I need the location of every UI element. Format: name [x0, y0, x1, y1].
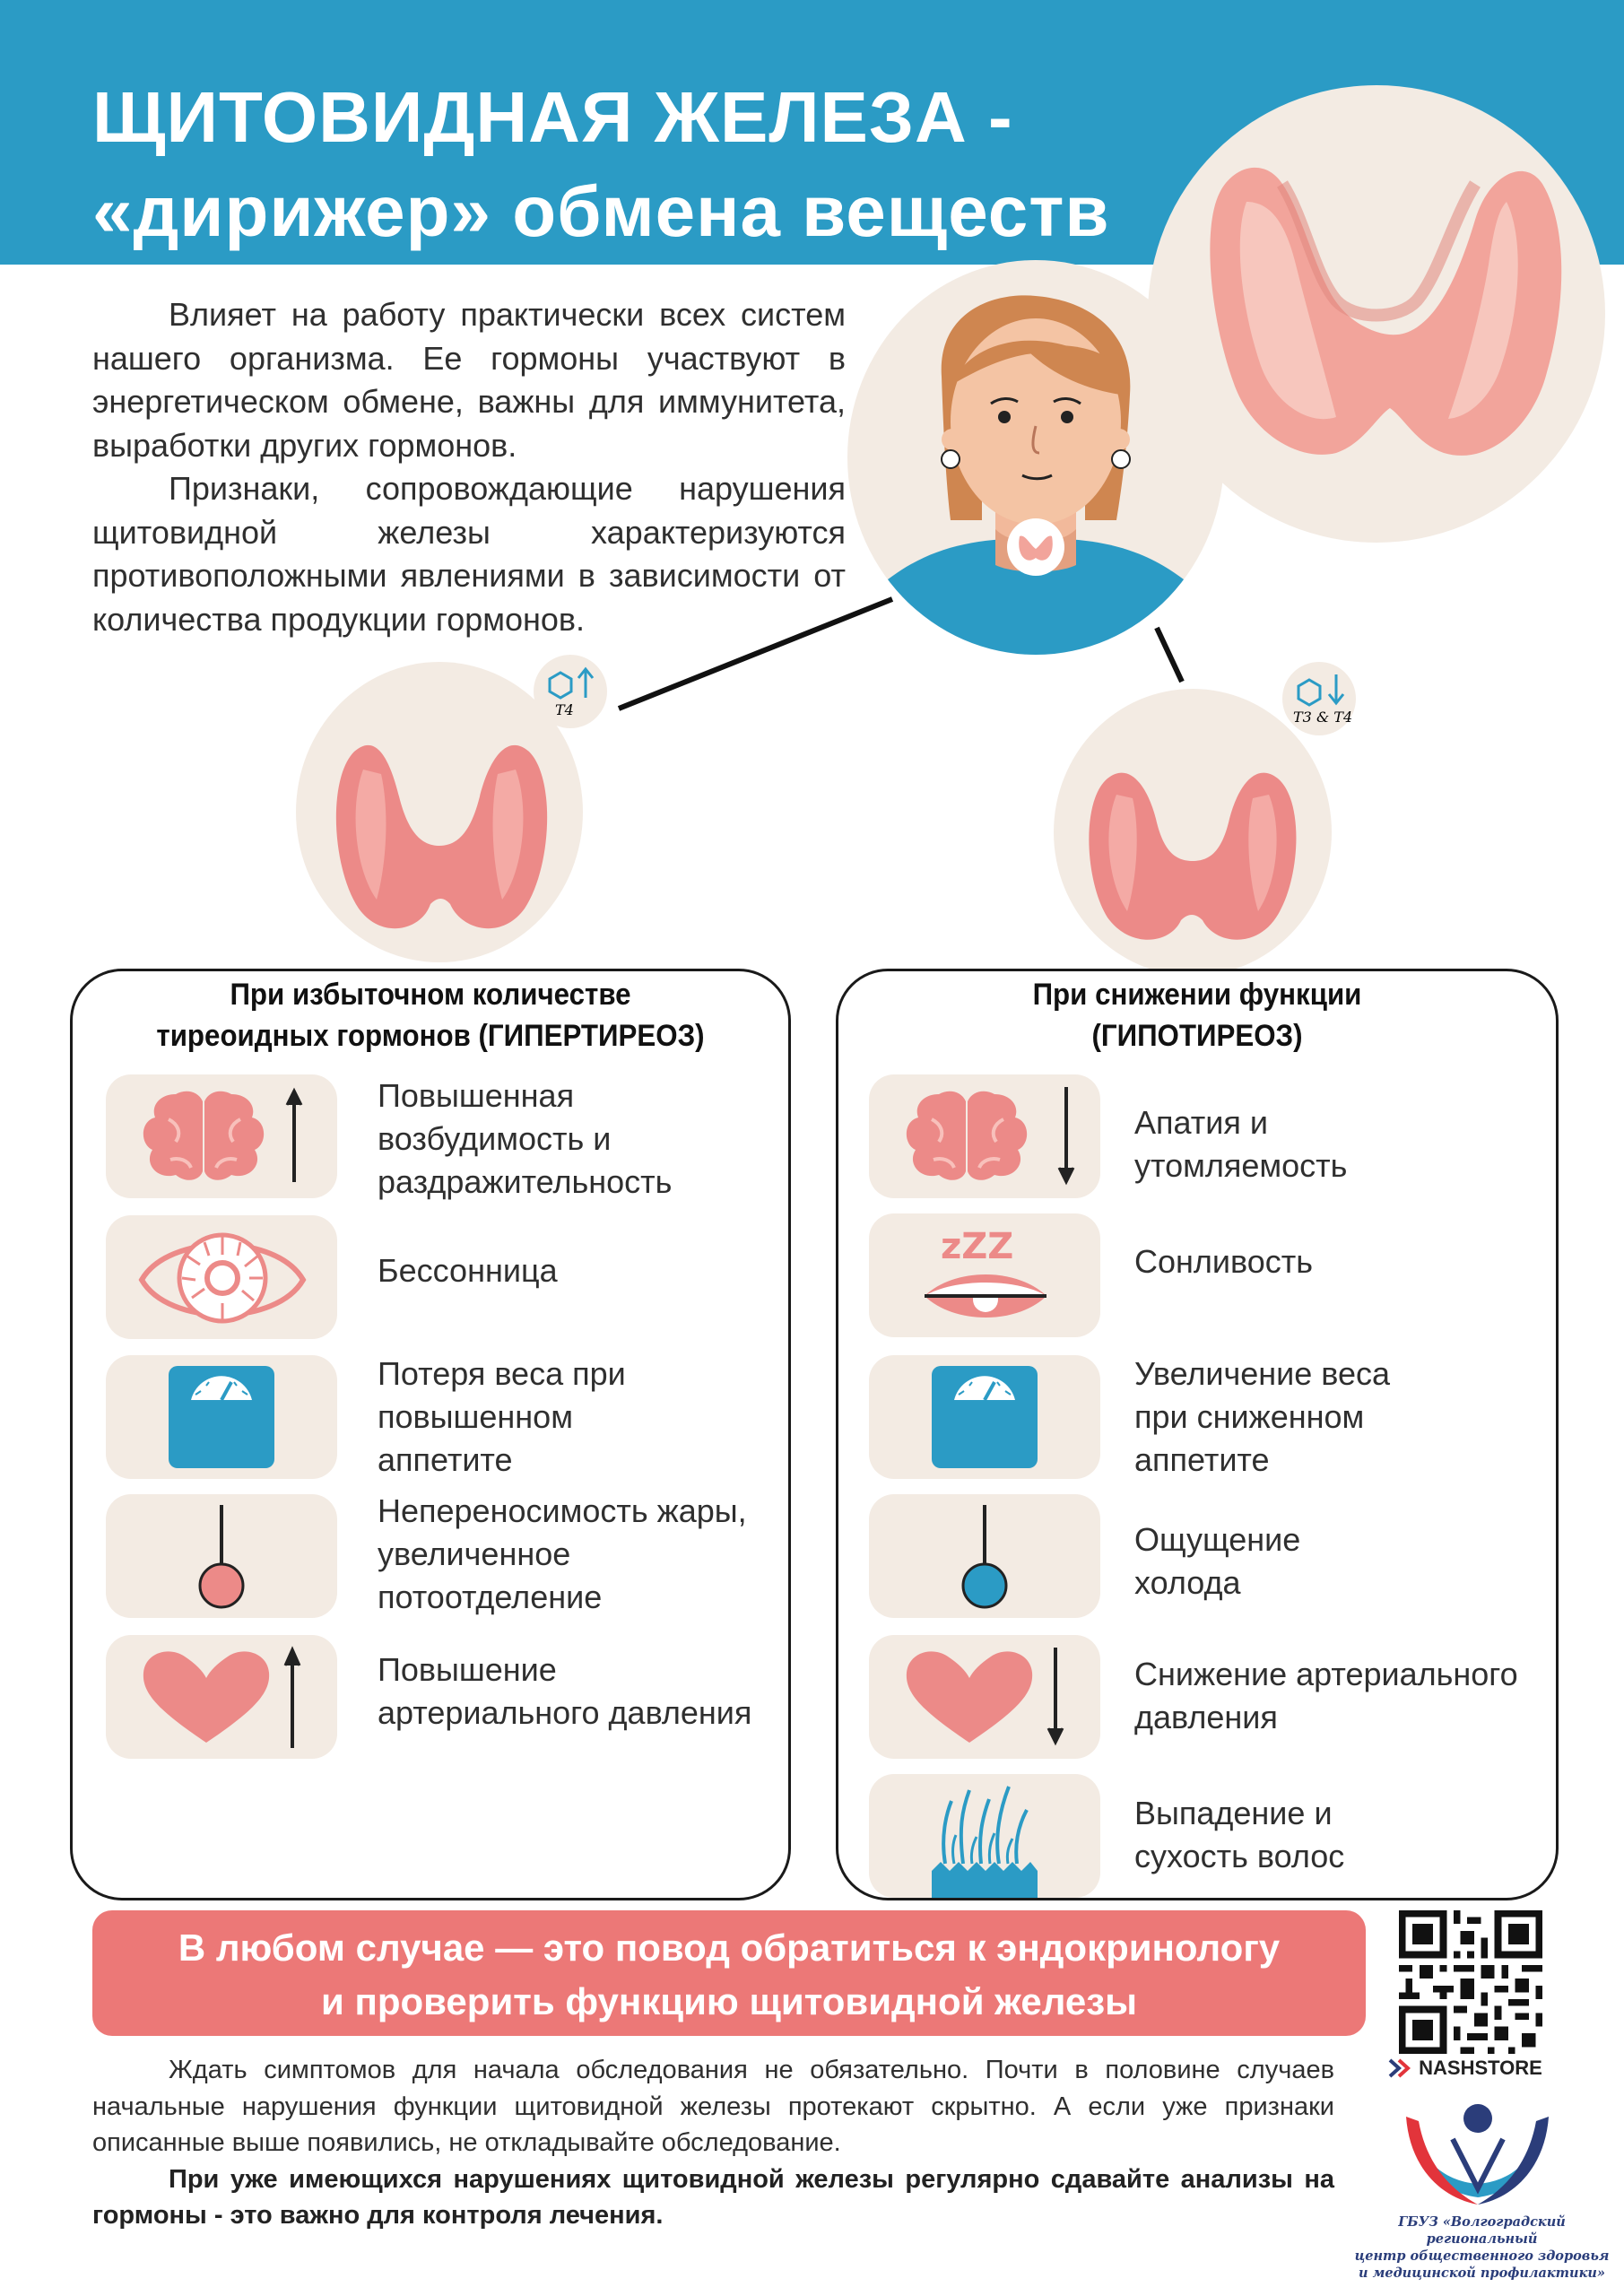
thermometer-hot-icon [106, 1494, 337, 1618]
page-title-line1: ЩИТОВИДНАЯ ЖЕЛЕЗА - [92, 77, 1013, 157]
heart-arrow-up-icon [106, 1635, 337, 1759]
nashstore-logo: NASHSTORE [1388, 2056, 1568, 2083]
hypo-item-hair-loss: Выпадение и сухость волос [1134, 1795, 1345, 1874]
hormone-t4-badge [534, 655, 607, 728]
hormone-t3-t4-badge [1282, 662, 1356, 735]
page-title-line2: «дирижер» обмена веществ [92, 171, 1110, 251]
qr-code-icon[interactable] [1399, 1910, 1542, 2054]
hypo-item-apathy: Апатия и утомляемость [1134, 1104, 1348, 1184]
scale-icon [106, 1355, 337, 1479]
endocrinologist-banner: В любом случае — это повод обратиться к эндокринологу и проверить функцию щитовидной железы [92, 1910, 1366, 2036]
hypo-item-drowsiness: Сонливость [1134, 1243, 1314, 1280]
intro-paragraph-2: Признаки, сопровождающие нарушения щитовидной железы характеризуются противоположными явлениями в зависимости от количества продукции гормонов. [92, 470, 846, 638]
hyper-item-excitability: Повышенная возбудимость и раздражительность [378, 1077, 673, 1200]
hyperthyroid-panel-title: При избыточном количестве тиреоидных гормонов (ГИПЕРТИРЕОЗ) [156, 978, 705, 1053]
hyper-item-heat-intolerance: Непереносимость жары, увеличенное потоотделение [378, 1492, 747, 1615]
hormone-t3-t4-label: T3 & T4 [1293, 709, 1353, 726]
hypothyroid-panel-title: При снижении функции (ГИПОТИРЕОЗ) [1032, 978, 1362, 1053]
thermometer-cold-icon [869, 1494, 1100, 1618]
hyper-item-weight-loss: Потеря веса при повышенном аппетите [378, 1355, 626, 1478]
hormone-t4-label: T4 [555, 701, 574, 718]
hyper-item-insomnia: Бессонница [378, 1252, 558, 1289]
hair-loss-icon [869, 1774, 1100, 1898]
hypo-item-cold-sensation: Ощущение холода [1134, 1521, 1301, 1601]
hyperthyroid-panel [70, 969, 791, 1900]
brain-arrow-up-icon [106, 1074, 337, 1198]
regional-health-center-logo [1399, 2099, 1556, 2206]
footer-paragraph-1: Ждать симптомов для начала обследования не обязательно. Почти в половине случаев начальные нарушения функции щитовидной железы протекают скрытно. А если уже признаки описанные выше появились, не откладывайте обследование. [92, 2056, 1334, 2157]
bloodshot-eye-icon [106, 1215, 337, 1339]
footer-paragraph-2: При уже имеющихся нарушениях щитовидной железы регулярно сдавайте анализы на гормоны - это важно для контроля лечения. [92, 2164, 1334, 2230]
intro-text [92, 293, 846, 641]
hypo-item-blood-pressure-down: Снижение артериального давления [1134, 1656, 1518, 1735]
scale-icon [869, 1355, 1100, 1479]
hypothyroid-panel [836, 969, 1559, 1900]
woman-illustration [847, 260, 1224, 655]
hyper-item-blood-pressure-up: Повышение артериального давления [378, 1651, 752, 1731]
footer-text [92, 2052, 1334, 2234]
heart-arrow-down-icon [869, 1635, 1100, 1759]
hypo-item-weight-gain: Увеличение веса при сниженном аппетите [1134, 1355, 1391, 1478]
sleepy-eye-icon [869, 1213, 1100, 1337]
brain-arrow-down-icon [869, 1074, 1100, 1198]
intro-paragraph-1: Влияет на работу практически всех систем нашего организма. Ее гормоны участвуют в энергетическом обмене, важны для иммунитета, выработки других гормонов. [92, 296, 846, 464]
org-caption: ГБУЗ «Волгоградский региональный центр общественного здоровья и медицинской профилактики» [1354, 2214, 1610, 2281]
sleep-zzz-text: zZZ [941, 1226, 1014, 1267]
